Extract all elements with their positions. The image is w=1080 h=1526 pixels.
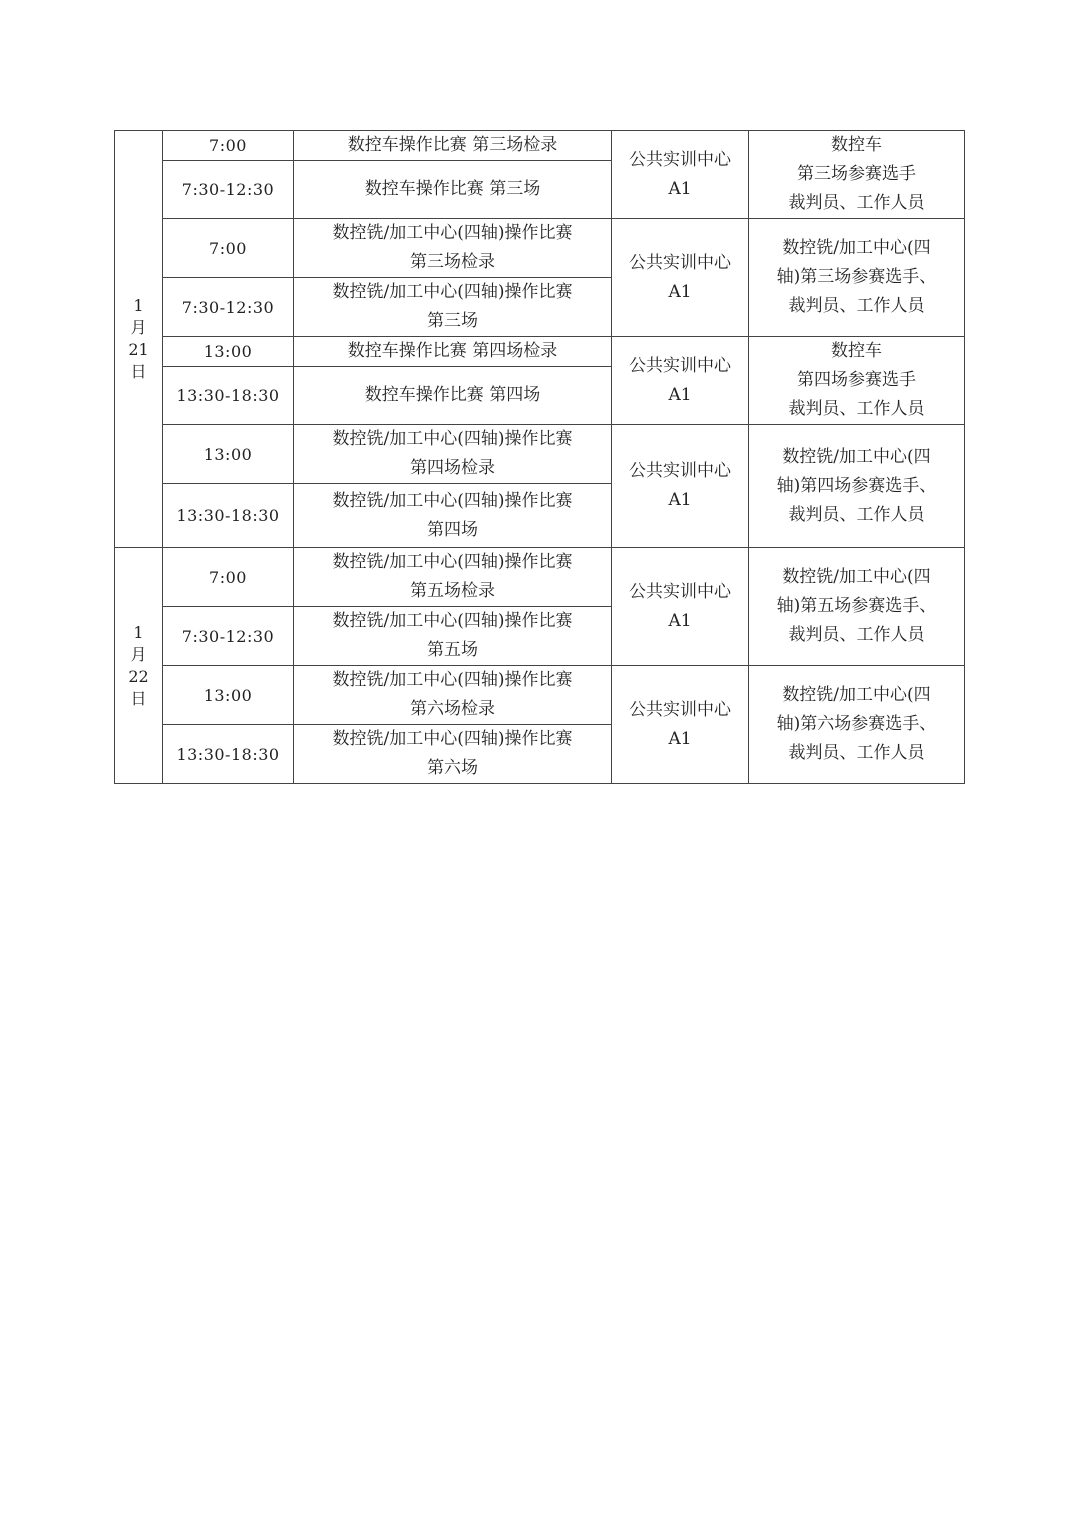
time-cell: 13:30-18:30: [163, 367, 294, 425]
time-cell: 7:00: [163, 548, 294, 607]
event-cell: 数控铣/加工中心(四轴)操作比赛 第五场检录: [294, 548, 612, 607]
personnel-cell: 数控车 第三场参赛选手 裁判员、工作人员: [749, 131, 965, 219]
personnel-cell: 数控铣/加工中心(四 轴)第三场参赛选手、 裁判员、工作人员: [749, 219, 965, 337]
venue-cell: 公共实训中心 A1: [612, 131, 749, 219]
personnel-cell: 数控铣/加工中心(四 轴)第五场参赛选手、 裁判员、工作人员: [749, 548, 965, 666]
table-row: [115, 666, 965, 725]
time-cell: 7:00: [163, 131, 294, 161]
personnel-cell: 数控铣/加工中心(四 轴)第六场参赛选手、 裁判员、工作人员: [749, 666, 965, 784]
time-cell: 13:30-18:30: [163, 484, 294, 548]
event-cell: 数控车操作比赛 第四场: [294, 367, 612, 425]
event-cell: 数控车操作比赛 第四场检录: [294, 337, 612, 367]
date-cell: 1 月 21 日: [115, 131, 163, 548]
time-cell: 7:30-12:30: [163, 161, 294, 219]
venue-cell: 公共实训中心 A1: [612, 548, 749, 666]
event-cell: 数控铣/加工中心(四轴)操作比赛 第四场检录: [294, 425, 612, 484]
schedule-table: [114, 130, 965, 784]
venue-cell: 公共实训中心 A1: [612, 219, 749, 337]
venue-cell: 公共实训中心 A1: [612, 337, 749, 425]
table-row: [115, 337, 965, 367]
personnel-cell: 数控车 第四场参赛选手 裁判员、工作人员: [749, 337, 965, 425]
event-cell: 数控铣/加工中心(四轴)操作比赛 第五场: [294, 607, 612, 666]
event-cell: 数控车操作比赛 第三场: [294, 161, 612, 219]
event-cell: 数控铣/加工中心(四轴)操作比赛 第三场: [294, 278, 612, 337]
personnel-cell: 数控铣/加工中心(四 轴)第四场参赛选手、 裁判员、工作人员: [749, 425, 965, 548]
event-cell: 数控车操作比赛 第三场检录: [294, 131, 612, 161]
time-cell: 13:30-18:30: [163, 725, 294, 784]
time-cell: 13:00: [163, 666, 294, 725]
venue-cell: 公共实训中心 A1: [612, 666, 749, 784]
event-cell: 数控铣/加工中心(四轴)操作比赛 第三场检录: [294, 219, 612, 278]
table-row: [115, 548, 965, 607]
time-cell: 7:30-12:30: [163, 607, 294, 666]
event-cell: 数控铣/加工中心(四轴)操作比赛 第六场: [294, 725, 612, 784]
table-row: [115, 219, 965, 278]
schedule-body: [115, 131, 965, 784]
table-row: [115, 425, 965, 484]
time-cell: 13:00: [163, 425, 294, 484]
date-cell: 1 月 22 日: [115, 548, 163, 784]
time-cell: 7:00: [163, 219, 294, 278]
event-cell: 数控铣/加工中心(四轴)操作比赛 第六场检录: [294, 666, 612, 725]
time-cell: 7:30-12:30: [163, 278, 294, 337]
time-cell: 13:00: [163, 337, 294, 367]
table-row: [115, 131, 965, 161]
event-cell: 数控铣/加工中心(四轴)操作比赛 第四场: [294, 484, 612, 548]
venue-cell: 公共实训中心 A1: [612, 425, 749, 548]
